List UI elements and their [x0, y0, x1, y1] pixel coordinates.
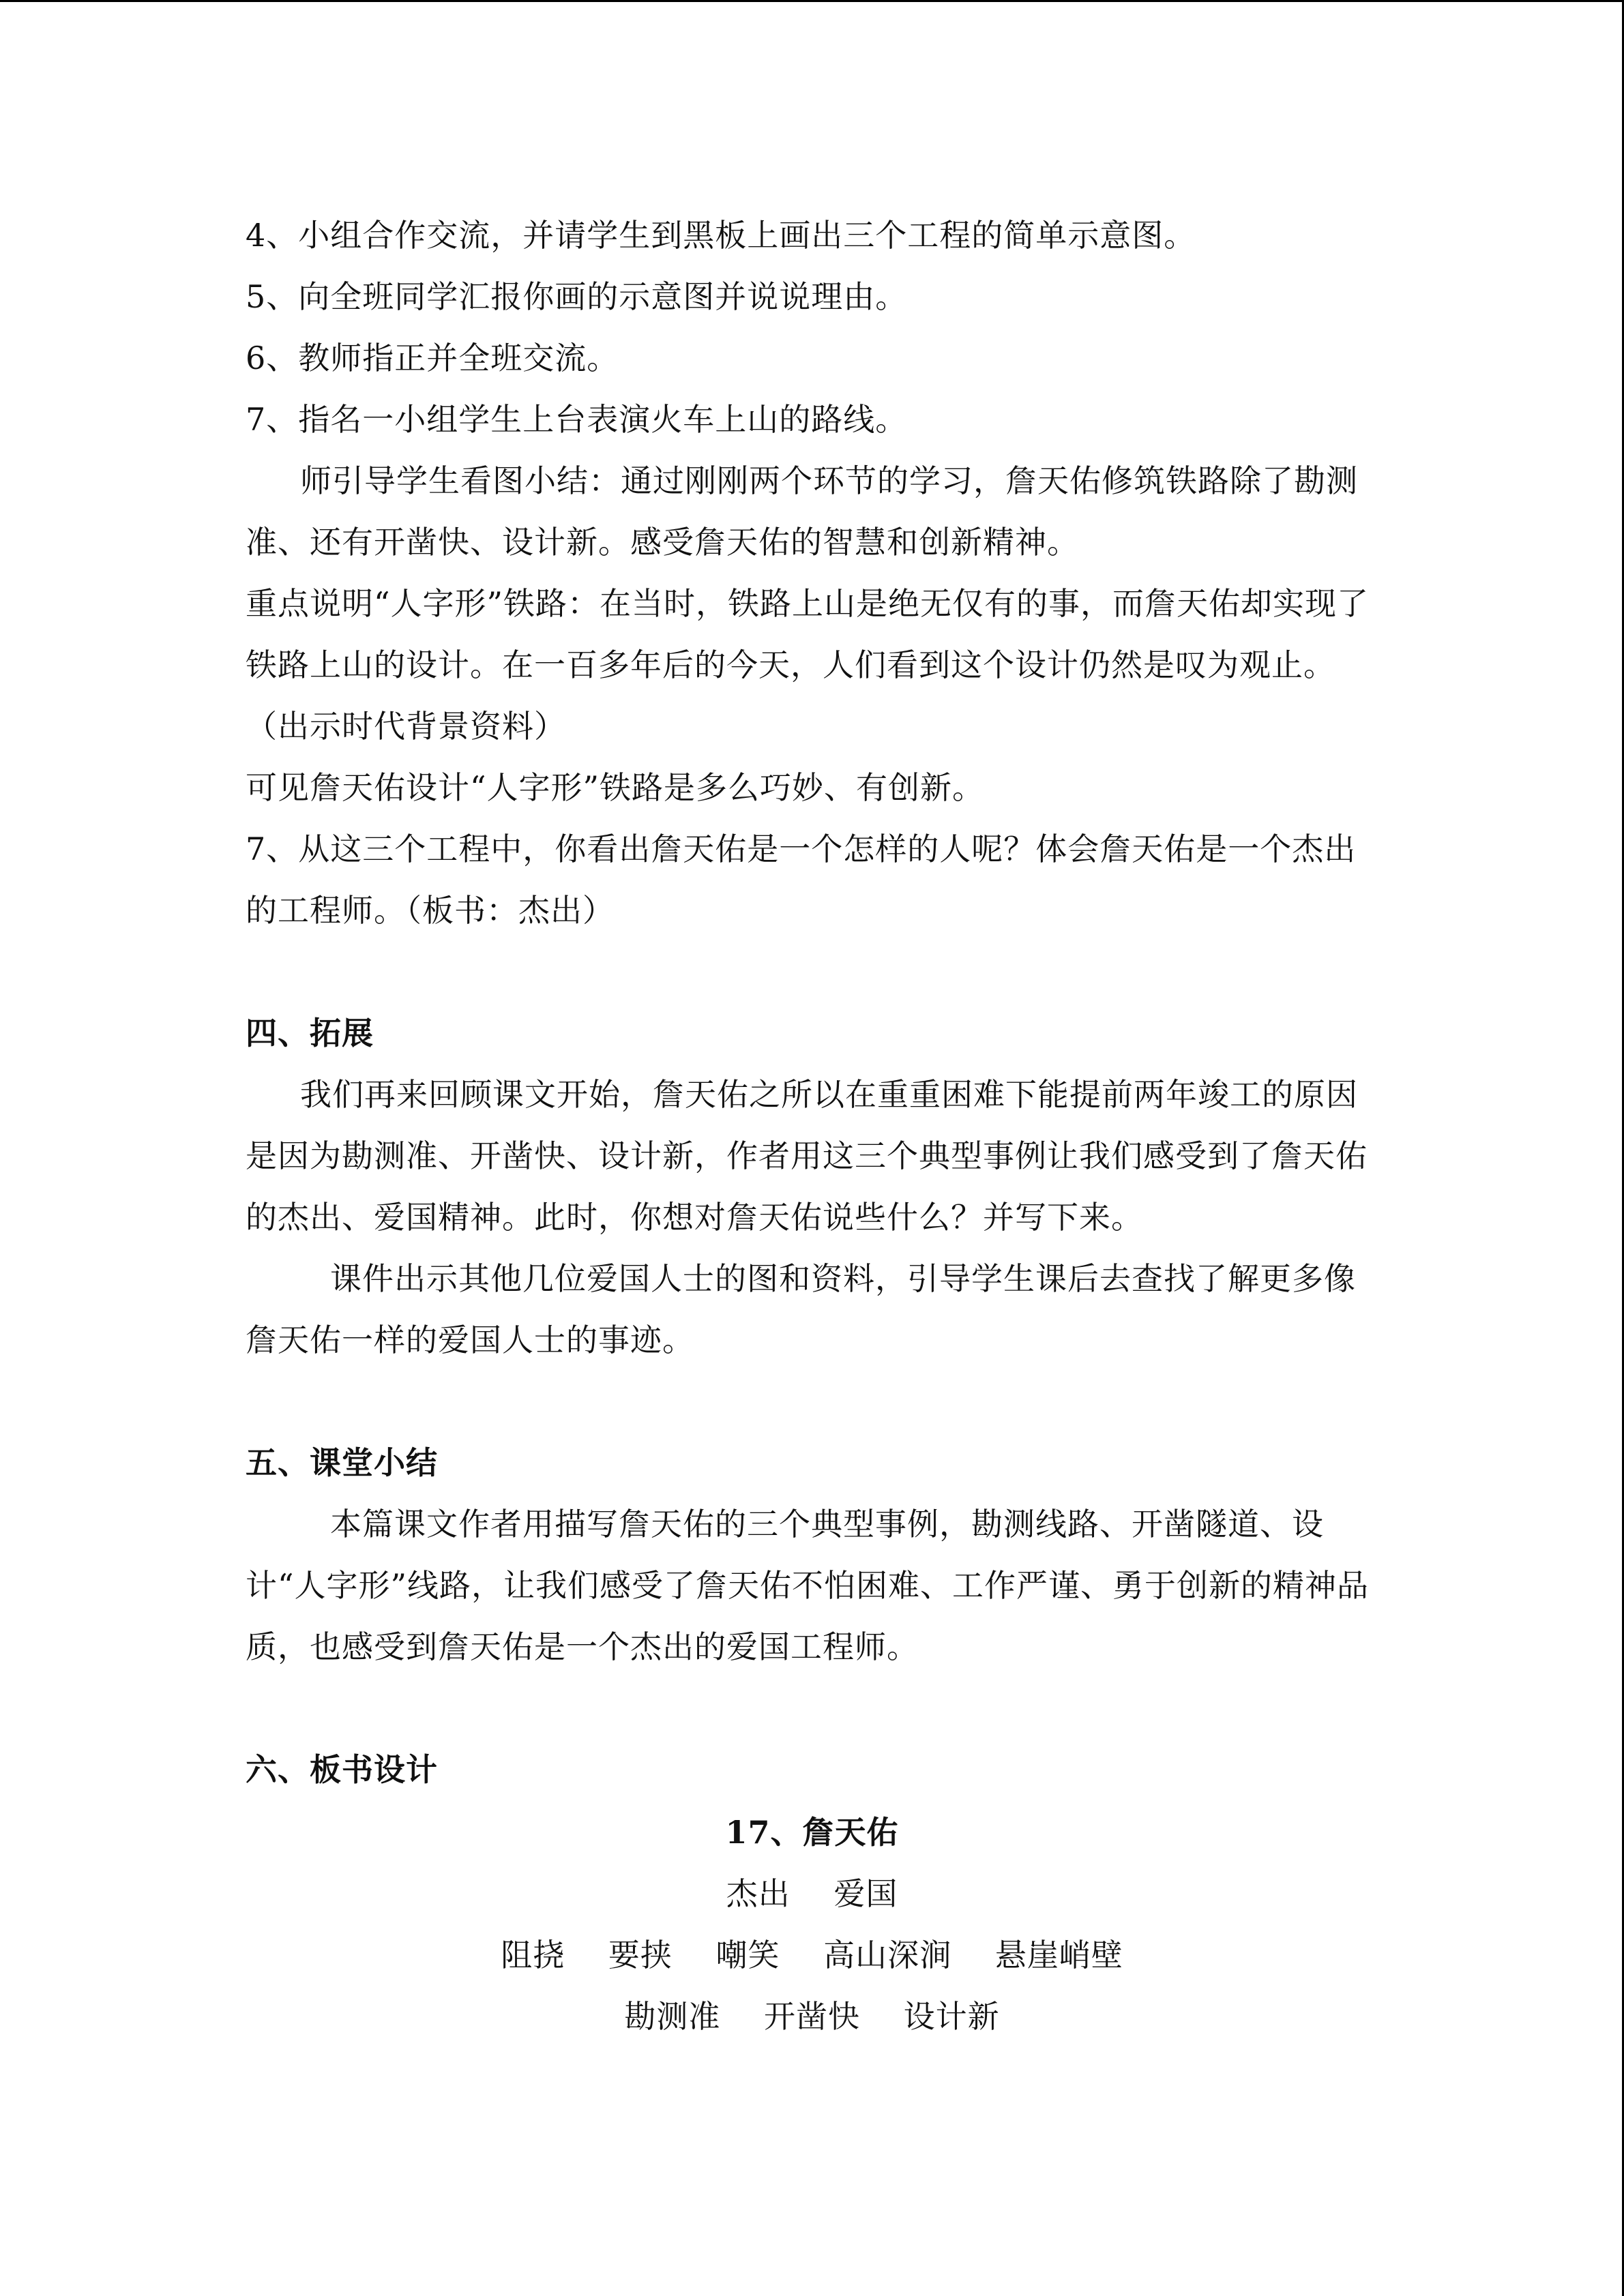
board-row-3 [0, 1986, 1624, 2047]
board-word: 嘲笑 [715, 1937, 780, 1973]
spacer [246, 1371, 1378, 1432]
spacer [246, 1678, 1378, 1739]
section-6-heading: 六、板书设计 [246, 1751, 438, 1788]
item-7-paragraph: 7、从这三个工程中，你看出詹天佑是一个怎样的人呢？体会詹天佑是一个杰出的工程师。（板书：杰出） [246, 831, 1357, 929]
key-point-paragraph: 重点说明“人字形”铁路：在当时，铁路上山是绝无仅有的事，而詹天佑却实现了铁路上山的设计。在一百多年后的今天，人们看到这个设计仍然是叹为观止。（出示时代背景资料） [246, 585, 1370, 745]
section-4-heading: 四、拓展 [246, 1015, 374, 1052]
board-word: 要挟 [608, 1937, 673, 1973]
board-row-1 [0, 1863, 1624, 1924]
board-title: 17、詹天佑 [725, 1814, 899, 1851]
summary-paragraph: 师引导学生看图小结：通过刚刚两个环节的学习，詹天佑修筑铁路除了勘测准、还有开凿快、设计新。感受詹天佑的智慧和创新精神。 [246, 462, 1358, 561]
page-top-border [0, 0, 1624, 2]
board-word: 高山深涧 [823, 1937, 952, 1973]
board-word: 开凿快 [764, 1998, 860, 2035]
list-item-5: 5、向全班同学汇报你画的示意图并说说理由。 [246, 278, 908, 315]
conclusion-line: 可见詹天佑设计“人字形”铁路是多么巧妙、有创新。 [246, 769, 985, 806]
board-word: 杰出 [726, 1875, 791, 1912]
section-4-paragraph-1: 我们再来回顾课文开始，詹天佑之所以在重重困难下能提前两年竣工的原因是因为勘测准、开凿快、设计新，作者用这三个典型事例让我们感受到了詹天佑的杰出、爱国精神。此时，你想对詹天佑说些什么？并写下来。 [246, 1076, 1368, 1236]
board-row-2 [0, 1924, 1624, 1986]
section-4-paragraph-2: 课件出示其他几位爱国人士的图和资料，引导学生课后去查找了解更多像詹天佑一样的爱国人士的事迹。 [246, 1260, 1356, 1358]
list-item-4: 4、小组合作交流，并请学生到黑板上画出三个工程的简单示意图。 [246, 217, 1196, 254]
section-5-heading: 五、课堂小结 [246, 1444, 438, 1481]
list-item-6: 6、教师指正并全班交流。 [246, 340, 619, 376]
list-item-7: 7、指名一小组学生上台表演火车上山的路线。 [246, 401, 908, 438]
section-5-paragraph: 本篇课文作者用描写詹天佑的三个典型事例，勘测线路、开凿隧道、设计“人字形”线路，让我们感受了詹天佑不怕困难、工作严谨、勇于创新的精神品质，也感受到詹天佑是一个杰出的爱国工程师。 [246, 1506, 1370, 1665]
document-body [246, 205, 1378, 1800]
spacer [246, 941, 1378, 1002]
board-word: 勘测准 [624, 1998, 721, 2035]
board-word: 阻挠 [501, 1937, 565, 1973]
board-word: 爱国 [833, 1875, 898, 1912]
board-word: 悬崖峭壁 [994, 1937, 1123, 1973]
board-word: 设计新 [903, 1998, 1000, 2035]
